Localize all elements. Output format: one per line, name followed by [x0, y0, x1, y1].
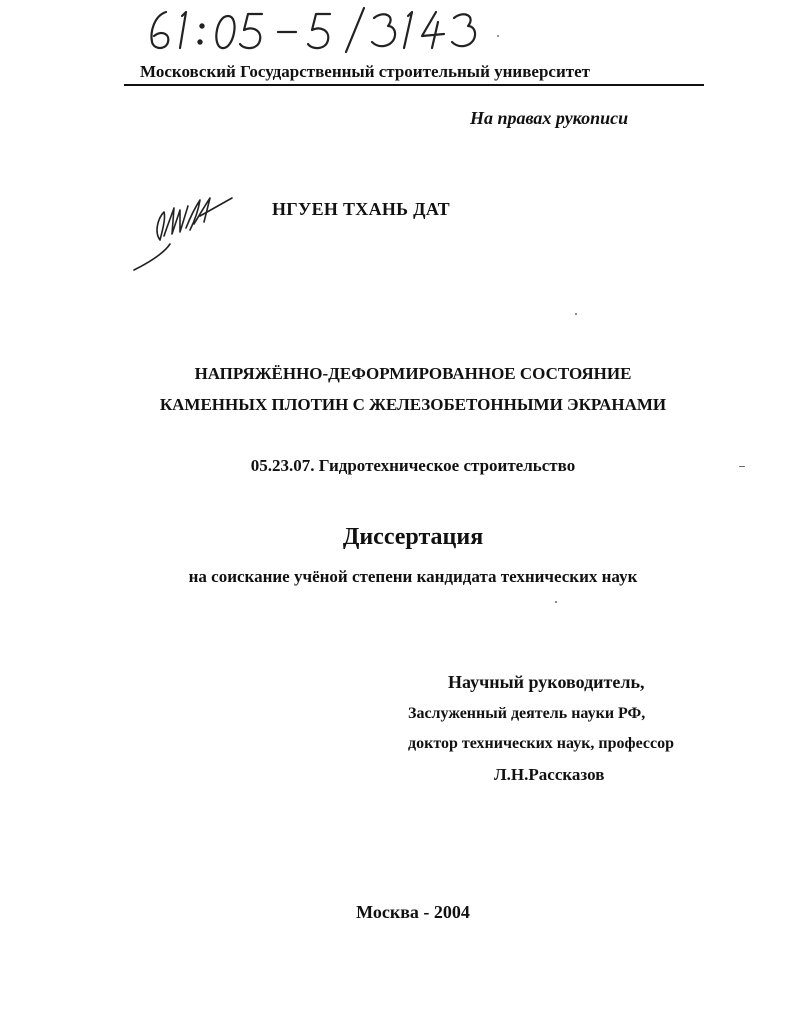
scan-speck: [575, 313, 577, 315]
city-and-year: Москва - 2004: [356, 902, 470, 922]
dissertation-title-line-1: НАПРЯЖЁННО-ДЕФОРМИРОВАННОЕ СОСТОЯНИЕ: [194, 364, 632, 383]
author-name: НГУЕН ТХАНЬ ДАТ: [272, 199, 450, 219]
specialty-code: 05.23.07. Гидротехническое строительство: [250, 456, 576, 475]
supervisor-honorary-title: Заслуженный деятель науки РФ,: [408, 705, 646, 722]
dissertation-title-line-2: КАМЕННЫХ ПЛОТИН С ЖЕЛЕЗОБЕТОННЫМИ ЭКРАНАМИ: [159, 395, 667, 414]
archive-number-handwritten: [140, 2, 510, 54]
supervisor-name: Л.Н.Рассказов: [494, 765, 605, 784]
manuscript-rights-note: На правах рукописи: [470, 108, 629, 128]
supervisor-heading: Научный руководитель,: [448, 672, 645, 692]
document-type-heading: Диссертация: [342, 524, 484, 550]
supervisor-academic-title: доктор технических наук, профессор: [408, 735, 675, 752]
university-name: Московский Государственный строительный университет: [140, 62, 590, 81]
degree-statement: на соискание учёной степени кандидата технических наук: [188, 567, 638, 586]
signature-icon: [130, 188, 240, 274]
scan-speck: [555, 601, 557, 603]
header-divider: [124, 84, 704, 86]
